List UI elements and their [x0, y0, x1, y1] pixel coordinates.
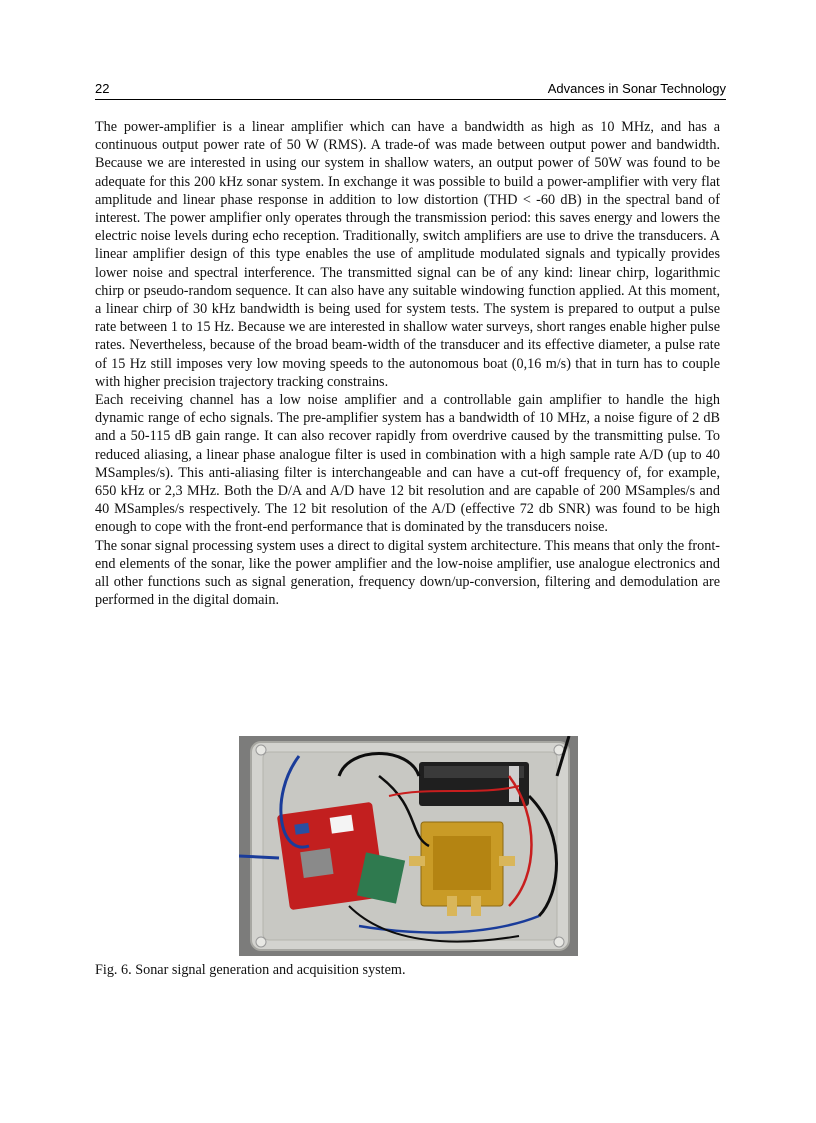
screw-icon	[256, 745, 266, 755]
figure-caption: Fig. 6. Sonar signal generation and acquisition system.	[95, 962, 406, 978]
paragraph-power-amplifier: The power-amplifier is a linear amplifier which can have a bandwidth as high as 10 MHz, and has a continuous output power rate of 50 W (RMS). A trade-of was made between output power and bandwidth. Because we are interested in using our system in shallow waters, an output power of 50W was found to be adequate for this 200 kHz sonar system. In exchange it was possible to build a power-amplifier with very flat amplitude and linear phase response in addition to low distortion (THD < -60 dB) in the spectral band of interest. The power amplifier only operates through the transmission period: this saves energy and lowers the electric noise levels during echo reception. Traditionally, switch amplifiers are use to drive the transducers. A linear amplifier design of this type enables the use of amplitude modulated signals and typically provides lower noise and spectral interference. The transmitted signal can be of any kind: linear chirp, logarithmic chirp or pseudo-random sequence. It can also have any suitable windowing function applied. At this moment, a linear chirp of 30 kHz bandwidth is being used for system tests. The system is prepared to output a pulse rate between 1 to 15 Hz. Because we are interested in shallow water surveys, short ranges enable higher pulse rates. Nevertheless, because of the broad beam-width of the transducer and its effective diameter, a pulse rate of 15 Hz still imposes very low moving speeds to the autonomous boat (0,16 m/s) that in turn has to couple with higher precision trajectory tracking constrains.	[95, 119, 720, 390]
page-number: 22	[95, 81, 110, 96]
sonar-system-photo	[239, 736, 578, 956]
screw-icon	[256, 937, 266, 947]
paragraph-receiving-channel: Each receiving channel has a low noise amplifier and a controllable gain amplifier to handle the high dynamic range of echo signals. The pre-amplifier system has a bandwidth of 10 MHz, a noise figure of 2 dB and a 50-115 dB gain range. It can also recover rapidly from overdrive caused by the transmitting pulse. To reduced aliasing, a linear phase analogue filter is used in combination with a high sample rate A/D (up to 40 MSamples/s). This anti-aliasing filter is interchangeable and can have a cut-off frequency of, for example, 650 kHz or 2,3 MHz. Both the D/A and A/D have 12 bit resolution and are capable of 200 MSamples/s and 40 MSamples/s respectively. The 12 bit resolution of the A/D (effective 72 db SNR) was found to be high enough to cope with the front-end performance that is dominated by the transducers noise.	[95, 392, 720, 536]
page-header	[95, 81, 726, 100]
running-title: Advances in Sonar Technology	[547, 81, 726, 96]
body-text	[95, 118, 720, 609]
figure-sonar-system-photo	[239, 736, 578, 956]
screw-icon	[554, 937, 564, 947]
paragraph-signal-processing: The sonar signal processing system uses a direct to digital system architecture. This means that only the front-end elements of the sonar, like the power amplifier and the low-noise amplifier, use analogue electronics and all other functions such as signal generation, frequency down/up-conversion, filtering and demodulation are performed in the digital domain.	[95, 537, 720, 609]
